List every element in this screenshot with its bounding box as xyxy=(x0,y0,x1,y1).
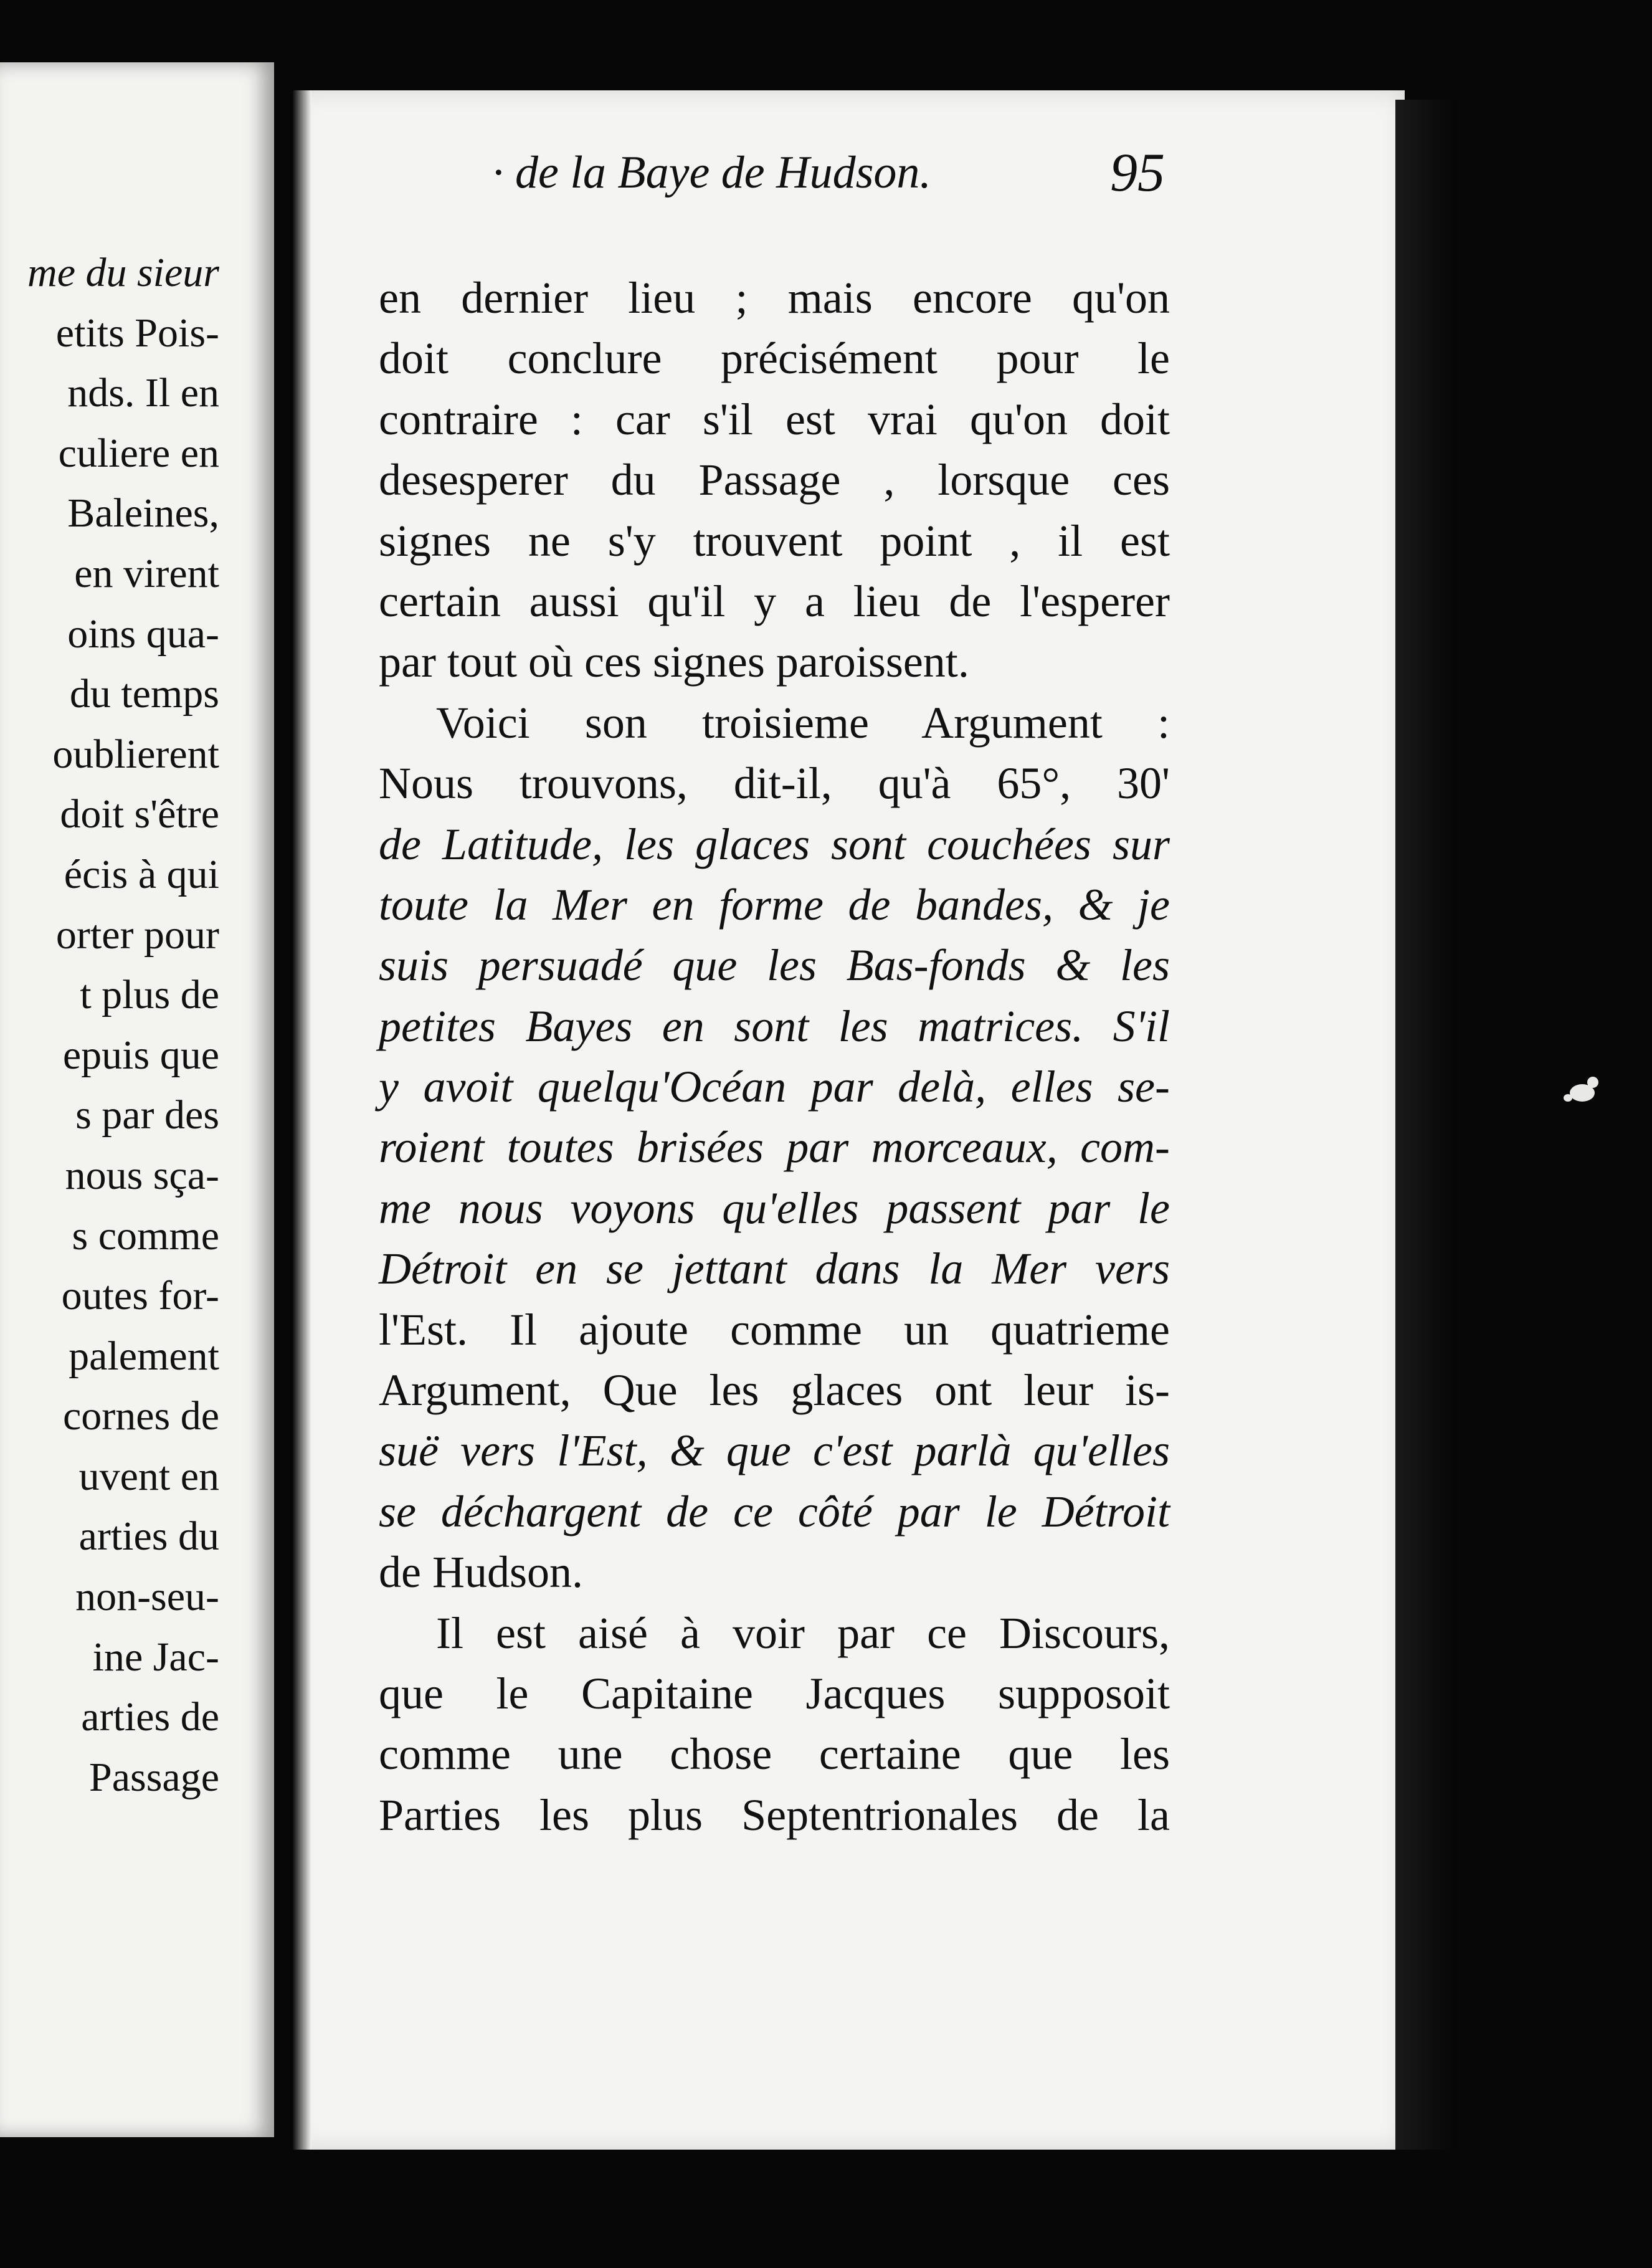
left-text-line: écis à qui xyxy=(64,851,219,897)
text-line: Nous trouvons, dit-il, qu'à 65°, 30' xyxy=(379,758,1170,809)
text-line: comme une chose certaine que les xyxy=(379,1729,1170,1780)
left-text-line: cornes de xyxy=(62,1393,219,1439)
left-text-line: s par des xyxy=(75,1092,219,1138)
left-text-line: uvent en xyxy=(78,1453,219,1499)
text-line: petites Bayes en sont les matrices. S'il xyxy=(379,1001,1170,1051)
left-text-line: non-seu- xyxy=(75,1574,219,1620)
text-line: de Hudson. xyxy=(379,1547,583,1598)
left-page-text xyxy=(0,243,274,1808)
paper-speck-ornament xyxy=(1564,1072,1607,1115)
left-text-line: etits Pois- xyxy=(55,310,219,356)
text-line: Parties les plus Septentrionales de la xyxy=(379,1789,1170,1840)
text-line: Argument, Que les glaces ont leur is- xyxy=(379,1365,1170,1416)
text-line: se déchargent de ce côté par le Détroit xyxy=(379,1486,1170,1537)
left-text-line: t plus de xyxy=(80,972,219,1018)
left-text-line: oins qua- xyxy=(67,611,219,657)
left-text-line: epuis que xyxy=(62,1032,219,1078)
page-number: 95 xyxy=(1110,143,1165,203)
text-line: doit conclure précisément pour le xyxy=(379,333,1170,384)
text-line: desesperer du Passage , lorsque ces xyxy=(379,455,1170,505)
text-line: toute la Mer en forme de bandes, & je xyxy=(379,879,1170,930)
left-text-line: nds. Il en xyxy=(67,370,219,416)
left-text-line: ine Jac- xyxy=(92,1634,219,1680)
text-line: y avoit quelqu'Océan par delà, elles se- xyxy=(379,1062,1170,1112)
left-page xyxy=(0,62,274,2137)
text-line: contraire : car s'il est vrai qu'on doit xyxy=(379,394,1170,444)
gutter-shadow xyxy=(293,90,311,2150)
page-header xyxy=(199,143,1221,215)
text-line: par tout où ces signes paroissent. xyxy=(379,637,969,687)
left-text-line: palement xyxy=(69,1333,219,1379)
text-line: Voici son troisieme Argument : xyxy=(436,697,1170,748)
text-line: que le Capitaine Jacques supposoit xyxy=(379,1668,1170,1718)
left-text-line: arties du xyxy=(78,1513,219,1560)
left-text-line: orter pour xyxy=(55,912,219,958)
left-text-line: doit s'être xyxy=(60,791,219,837)
text-line: de Latitude, les glaces sont couchées sur xyxy=(379,819,1170,869)
running-head: · de la Baye de Hudson. xyxy=(492,147,931,198)
left-text-line: Baleines, xyxy=(67,490,219,536)
text-line: Il est aisé à voir par ce Discours, xyxy=(436,1608,1170,1658)
text-line: Détroit en se jettant dans la Mer vers xyxy=(379,1244,1170,1294)
page-edge xyxy=(1395,100,1458,2150)
left-text-line: en virent xyxy=(74,550,219,596)
left-text-line: du temps xyxy=(69,671,219,717)
left-text-line: s comme xyxy=(72,1213,219,1259)
left-text-line: Passage xyxy=(89,1754,219,1800)
left-text-line: nous sça- xyxy=(65,1152,219,1198)
text-line: l'Est. Il ajoute comme un quatrieme xyxy=(379,1304,1170,1355)
left-text-line: culiere en xyxy=(58,430,219,476)
body-text xyxy=(379,268,1170,1846)
left-text-line: me du sieur xyxy=(27,250,219,295)
left-text-line: oublierent xyxy=(52,731,219,777)
text-line: en dernier lieu ; mais encore qu'on xyxy=(379,273,1170,323)
text-line: signes ne s'y trouvent point , il est xyxy=(379,515,1170,566)
left-text-line: arties de xyxy=(81,1694,219,1740)
text-line: roient toutes brisées par morceaux, com- xyxy=(379,1122,1170,1173)
left-text-line: outes for- xyxy=(61,1273,219,1319)
text-line: suis persuadé que les Bas-fonds & les xyxy=(379,940,1170,991)
text-line: certain aussi qu'il y a lieu de l'esperer xyxy=(379,576,1170,626)
text-line: suë vers l'Est, & que c'est parlà qu'elles xyxy=(379,1426,1170,1476)
text-line: me nous voyons qu'elles passent par le xyxy=(379,1183,1170,1233)
